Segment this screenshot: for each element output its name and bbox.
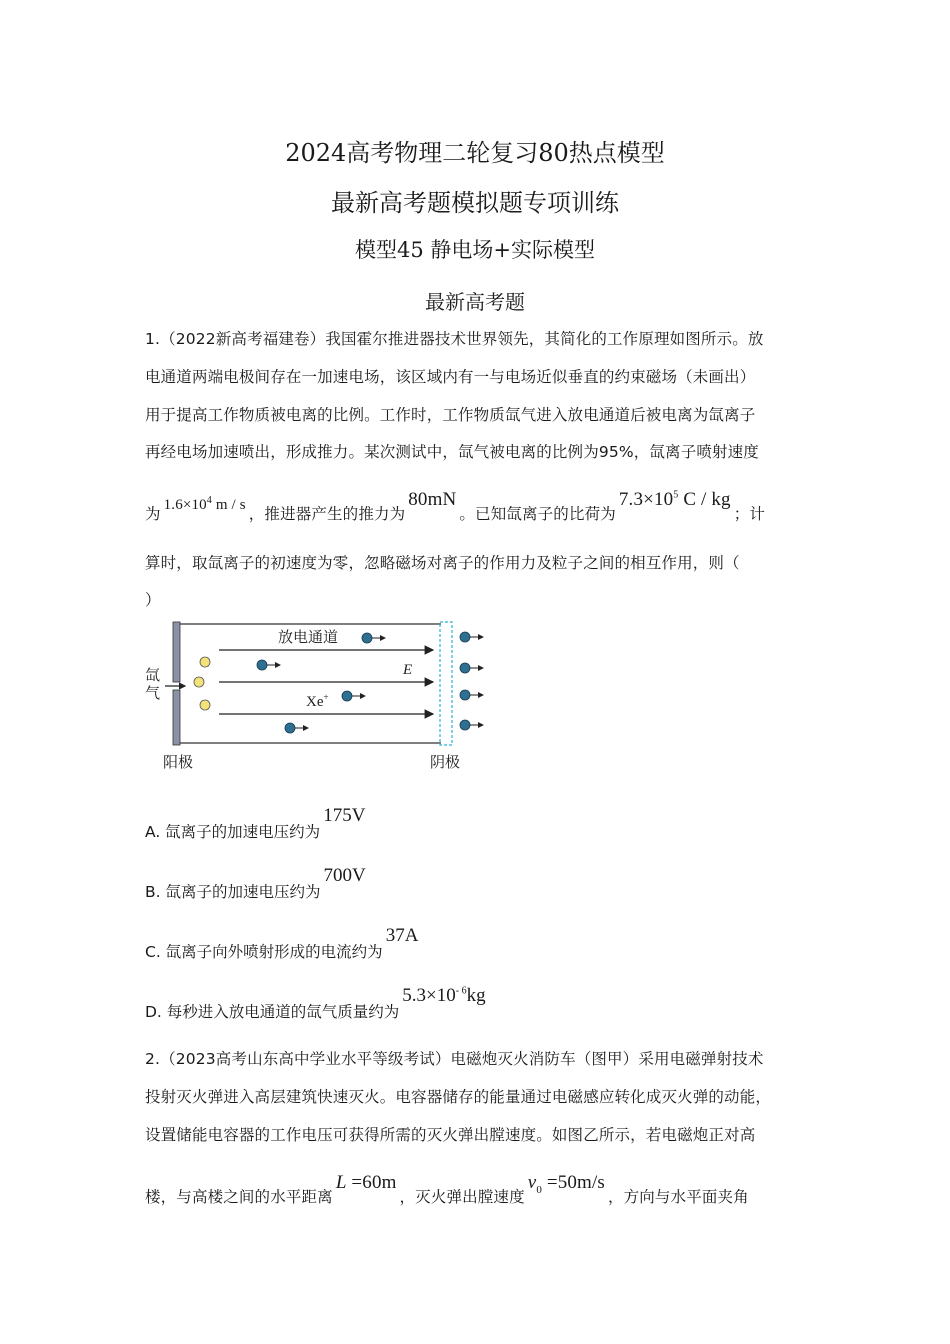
q1-line-7: ） [145, 591, 161, 609]
q2-line-4: 楼，与高楼之间的水平距离L =60m，灭火弹出膛速度$v_0 =50m/s$，方向与水平面夹角 [145, 1172, 749, 1206]
q1-line-1: 1.（2022新高考福建卷）我国霍尔推进器技术世界领先，其简化的工作原理如图所示。放 [145, 330, 764, 348]
cathode-label: 阴极 [430, 753, 461, 771]
anode-plate-top [173, 622, 180, 682]
option-a[interactable]: A. 氙离子的加速电压约为175V [145, 805, 366, 841]
option-value: 37A [385, 925, 419, 946]
q1-line-6: 算时，取氙离子的初速度为零，忽略磁场对离子的作用力及粒子之间的相互作用，则（ [145, 554, 740, 572]
xenon-atom [200, 657, 210, 667]
q1-line-5 [145, 489, 810, 525]
q2-line-3: 设置储能电容器的工作电压可获得所需的灭火弹出膛速度。如图乙所示，若电磁炮正对高 [145, 1126, 756, 1144]
q1-line-4: 再经电场加速喷出，形成推力。某次测试中，氙气被电离的比例为95%，氙离子喷射速度 [145, 443, 759, 461]
ion-label: Xe+ [306, 692, 329, 710]
q1-line-3: 用于提高工作物质被电离的比例。工作时，工作物质氙气进入放电通道后被电离为氙离子 [145, 406, 756, 424]
option-value: 175V [323, 805, 366, 826]
xenon-atom [194, 677, 204, 687]
xenon-ion [285, 723, 308, 733]
thrust-formula: 80mN [408, 489, 457, 510]
section-heading: 最新高考题 [425, 290, 525, 314]
xenon-ion [342, 691, 365, 701]
option-c[interactable]: C. 氙离子向外喷射形成的电流约为37A [145, 925, 419, 961]
option-b[interactable]: B. 氙离子的加速电压约为700V [145, 865, 366, 901]
distance-formula: L =60m [335, 1172, 397, 1193]
q1-text: 。已知氙离子的比荷为 [459, 505, 616, 523]
channel-label: 放电通道 [278, 628, 339, 646]
xenon-ion-exhaust [460, 690, 483, 700]
option-value: $5.3\times 10^{- 6}kg$ [402, 985, 486, 1006]
document-subtitle: 最新高考题模拟题专项训练 [331, 189, 619, 217]
q1-line-2: 电通道两端电极间存在一加速电场，该区域内有一与电场近似垂直的约束磁场（未画出） [145, 368, 756, 386]
document-title: 2024高考物理二轮复习80热点模型 [285, 139, 665, 167]
model-title: 模型45 静电场+实际模型 [355, 238, 595, 262]
xenon-ion-exhaust [460, 663, 483, 673]
speed-formula: $1.6\times 10^4$ m / s [163, 495, 246, 513]
option-value: 700V [323, 865, 366, 886]
q2-line-2: 投射灭火弹进入高层建筑快速灭火。电容器储存的能量通过电磁感应转化成灭火弹的动能， [145, 1088, 772, 1106]
option-d[interactable]: D. 每秒进入放电通道的氙气质量约为$5.3\times 10^{- 6}kg$ [145, 985, 486, 1021]
xenon-ion [362, 633, 385, 643]
q1-text: ，推进器产生的推力为 [248, 505, 406, 523]
gas-label: 氙 [145, 666, 161, 684]
q2-line-1: 2.（2023高考山东高中学业水平等级考试）电磁炮灭火消防车（图甲）采用电磁弹射技术 [145, 1050, 764, 1068]
anode-label: 阳极 [163, 753, 194, 771]
xenon-ion-exhaust [460, 720, 483, 730]
cathode-grid [440, 622, 452, 745]
q1-text: ；计 [733, 505, 766, 523]
xenon-atom [200, 700, 210, 710]
xenon-ion-exhaust [460, 632, 483, 642]
q1-text: 为 [145, 505, 161, 523]
gas-label: 气 [145, 684, 161, 702]
hall-thruster-diagram [143, 614, 503, 774]
xenon-ion [257, 660, 280, 670]
anode-plate-bottom [173, 690, 180, 745]
velocity-formula: $v_0 =50m/s$ [527, 1172, 605, 1196]
charge-ratio-formula: $7.3\times 10^5$ C / kg [618, 489, 731, 510]
field-label: E [403, 662, 413, 678]
